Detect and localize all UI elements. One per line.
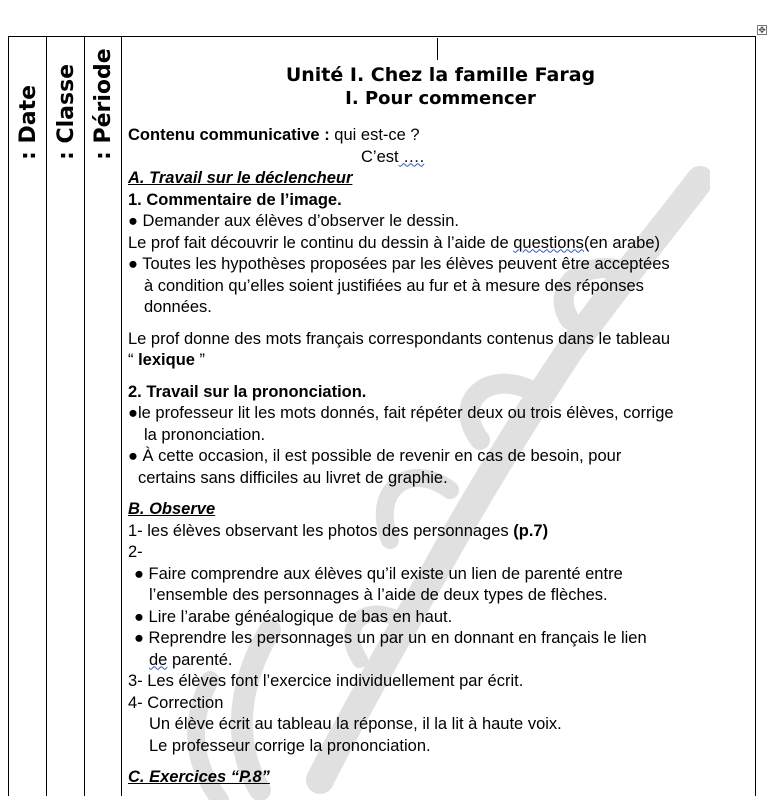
b2-item-1-line-2: l’ensemble des personnages à l’aide de deux types de flèches.: [149, 586, 608, 604]
b3-line: 3- Les élèves font l’exercice individuellement par écrit.: [128, 672, 524, 690]
lexique-close-quote: ”: [194, 351, 206, 369]
lexique-line-2: [128, 350, 753, 372]
a1-line: [128, 233, 753, 255]
a2-bullet-2-line-2: certains sans difficiles au livret de graphie.: [138, 468, 448, 487]
b4-line: 4- Correction: [128, 693, 224, 712]
table-border-right: [755, 36, 756, 796]
contenu-question: qui est-ce ?: [329, 126, 420, 144]
b1-text: 1- les élèves observant les photos des personnages: [128, 521, 514, 540]
contenu-cest: C’est: [361, 147, 399, 166]
b1-page: (p.7): [513, 521, 549, 540]
a1-line-post: (en arabe): [583, 233, 661, 252]
page-title: Unité I. Chez la famille Farag: [285, 64, 596, 86]
a2-bullet-1-line-1: ●le professeur lit les mots donnés, fait répéter deux ou trois élèves, corrige: [128, 404, 674, 422]
date-cell[interactable]: [10, 36, 47, 166]
a2-bullet-2-line-1: ● À cette occasion, il est possible de revenir en cas de besoin, pour: [128, 447, 622, 465]
contenu-cest-line: [128, 147, 753, 169]
a1-bullet-2-line-2: à condition qu’elles soient justifiées au fur et à mesure des réponses: [144, 276, 644, 295]
classe-label: : Classe: [54, 63, 79, 160]
a2-heading: 2. Travail sur la prononciation.: [128, 382, 367, 401]
a1-bullet-2-line-3: données.: [144, 298, 212, 316]
date-label: : Date: [16, 84, 41, 160]
b2-item-3-rest: parenté.: [167, 650, 233, 669]
lexique-open-quote: “: [128, 351, 139, 369]
section-a-heading: A. Travail sur le déclencheur: [128, 169, 353, 187]
a1-bullet-2-line-1: ● Toutes les hypothèses proposées par les élèves peuvent être acceptées: [128, 255, 670, 273]
b2-item-3-de: de: [149, 650, 168, 669]
periode-label: : Période: [91, 48, 116, 160]
a1-bullet-1: ● Demander aux élèves d’observer le dessin.: [128, 212, 459, 230]
lexique-word: lexique: [138, 351, 195, 369]
a1-heading: 1. Commentaire de l’image.: [128, 190, 342, 209]
table-move-handle-icon[interactable]: ✥: [758, 26, 766, 36]
b2-label: 2-: [128, 543, 143, 561]
lesson-content[interactable]: [128, 40, 753, 789]
b2-item-3-line-2: [128, 650, 753, 672]
b4-detail-1: Un élève écrit au tableau la réponse, il la lit à haute voix.: [149, 715, 562, 733]
lexique-line-1: Le prof donne des mots français correspondants contenus dans le tableau: [128, 329, 671, 348]
a1-line-word: questions: [513, 233, 584, 252]
section-c-heading: C. Exercices “P.8”: [128, 768, 270, 786]
b1-line: [128, 521, 753, 543]
table-border-left: [8, 36, 9, 796]
section-b-heading: B. Observe: [128, 500, 216, 518]
periode-cell[interactable]: [85, 36, 122, 166]
classe-cell[interactable]: [48, 36, 85, 166]
a1-line-pre: Le prof fait découvrir le continu du dessin à l’aide de: [128, 233, 514, 252]
contenu-label: Contenu communicative :: [128, 126, 330, 144]
contenu-dots: ….: [398, 147, 425, 166]
contenu-line: [128, 125, 753, 147]
b2-item-1-line-1: ● Faire comprendre aux élèves qu’il existe un lien de parenté entre: [134, 564, 623, 583]
b2-item-2: ● Lire l’arabe généalogique de bas en haut.: [134, 607, 453, 626]
a2-bullet-1-line-2: la prononciation.: [144, 425, 266, 444]
b2-item-3-line-1: ● Reprendre les personnages un par un en donnant en français le lien: [134, 629, 647, 647]
b4-detail-2: Le professeur corrige la prononciation.: [149, 736, 431, 755]
page-subtitle: I. Pour commencer: [345, 88, 536, 109]
